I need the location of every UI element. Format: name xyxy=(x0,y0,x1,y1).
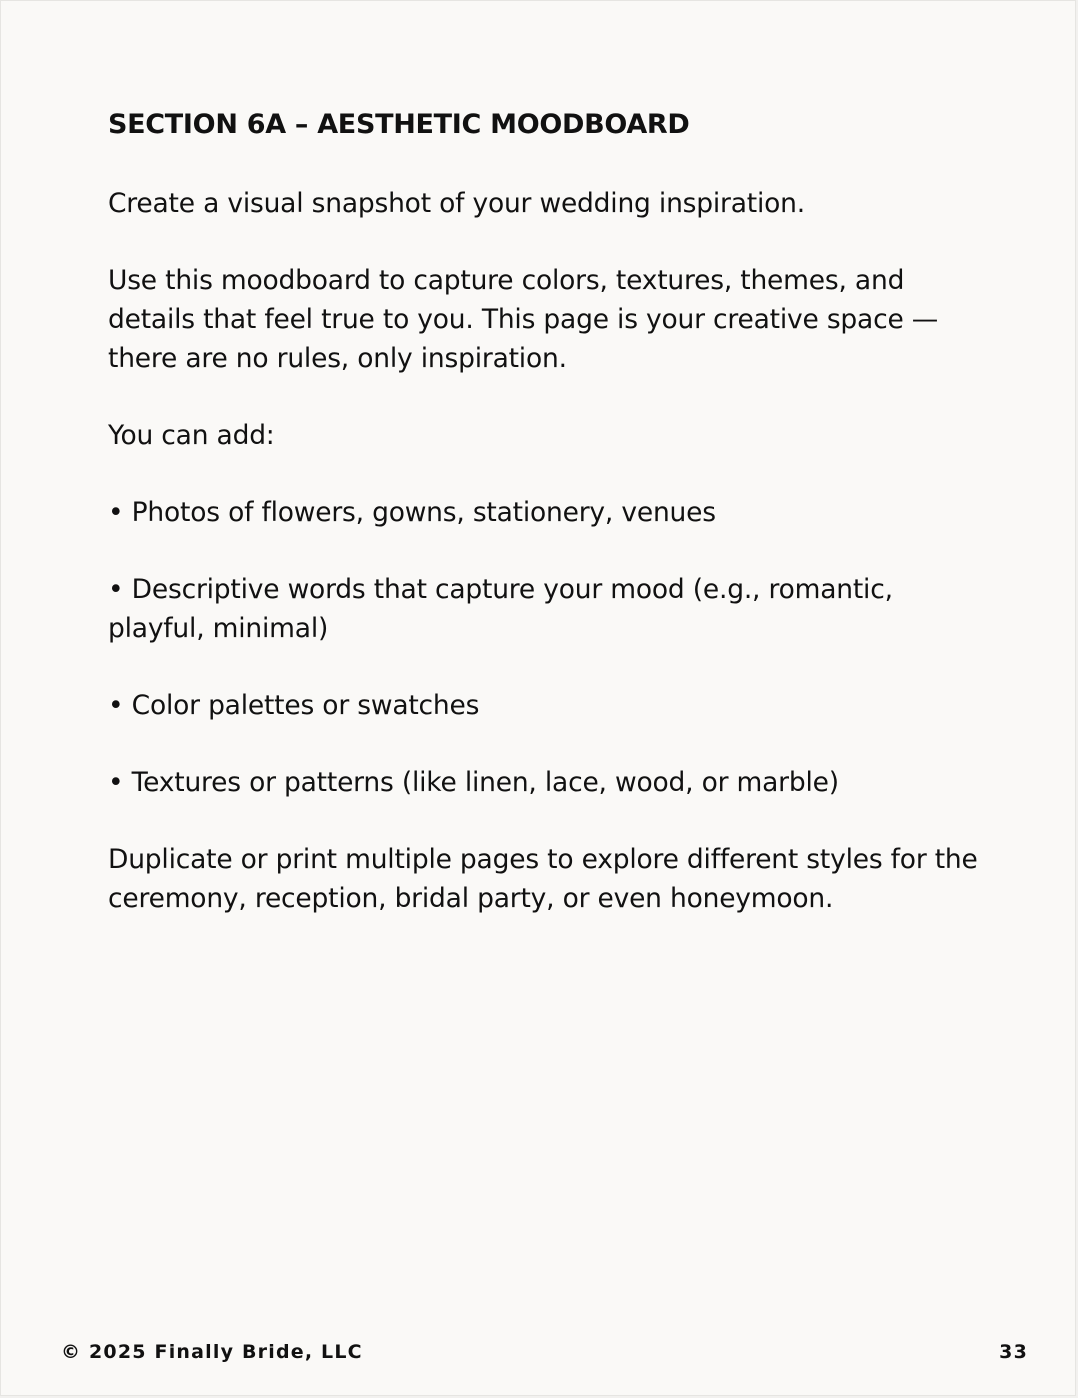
section-heading: SECTION 6A – AESTHETIC MOODBOARD xyxy=(108,109,690,140)
list-item: • Descriptive words that capture your mood (e.g., romantic, playful, minimal) xyxy=(108,574,893,644)
list-item: • Textures or patterns (like linen, lace, wood, or marble) xyxy=(108,767,839,798)
intro-paragraph: Create a visual snapshot of your wedding inspiration. xyxy=(108,188,805,219)
list-intro: You can add: xyxy=(108,420,275,451)
closing-paragraph: Duplicate or print multiple pages to explore different styles for the ceremony, reception, bridal party, or even honeymoon. xyxy=(108,844,978,914)
page-footer xyxy=(61,1338,1028,1366)
page-content xyxy=(108,107,978,918)
page-number: 33 xyxy=(999,1341,1028,1363)
list-item: • Photos of flowers, gowns, stationery, venues xyxy=(108,497,716,528)
list-item: • Color palettes or swatches xyxy=(108,690,480,721)
description-paragraph: Use this moodboard to capture colors, textures, themes, and details that feel true to you. This page is your creative space — there are no rules, only inspiration. xyxy=(108,265,939,374)
copyright-notice: © 2025 Finally Bride, LLC xyxy=(61,1341,363,1363)
